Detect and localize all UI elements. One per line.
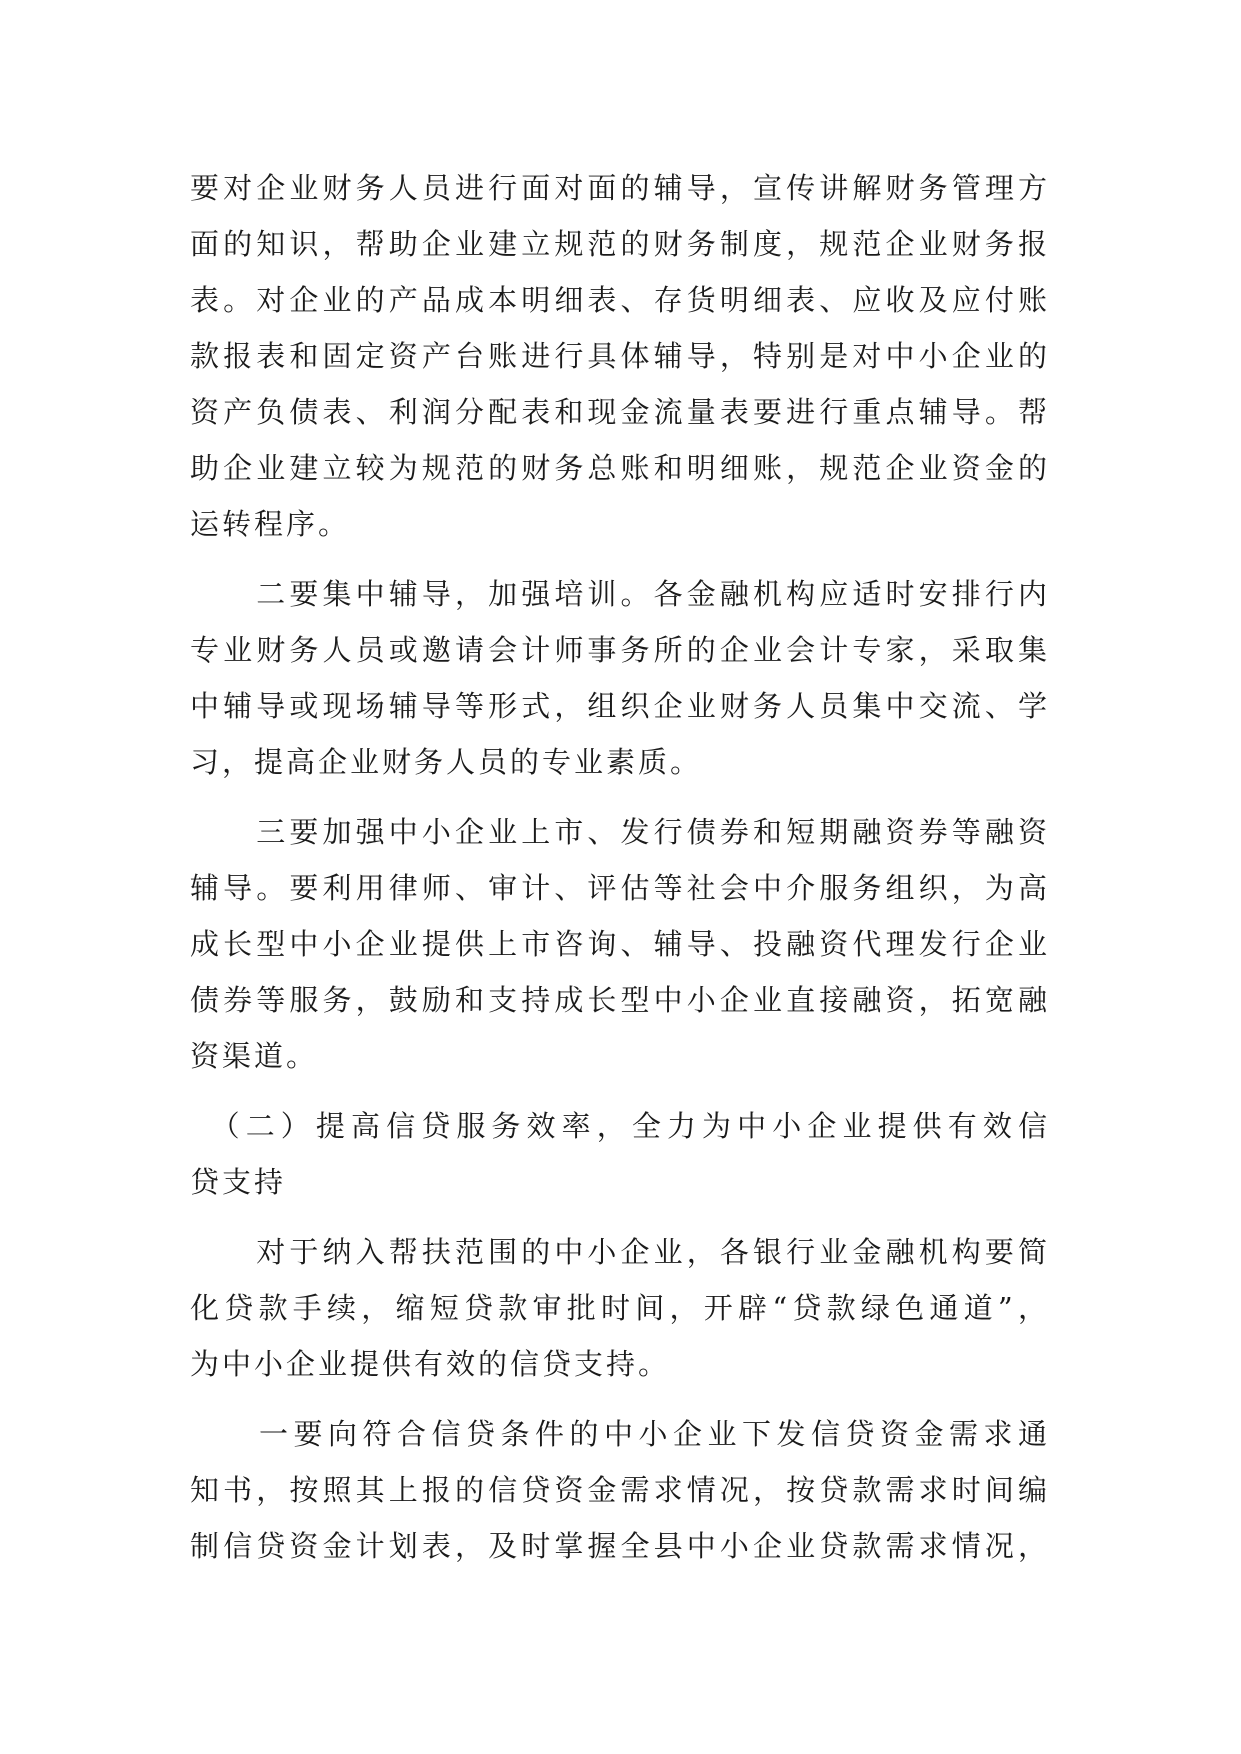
text-line: 表。对企业的产品成本明细表、存货明细表、应收及应付账 (190, 283, 1050, 317)
text-line: 中辅导或现场辅导等形式，组织企业财务人员集中交流、学 (190, 689, 1050, 723)
text-line: 二要集中辅导，加强培训。各金融机构应适时安排行内 (190, 577, 1050, 611)
paragraph-4 (190, 1224, 1050, 1392)
text-line: 知书，按照其上报的信贷资金需求情况，按贷款需求时间编 (190, 1473, 1050, 1507)
text-line: 面的知识，帮助企业建立规范的财务制度，规范企业财务报 (190, 227, 1050, 261)
text-line: 运转程序。 (190, 507, 351, 541)
text-line: 资产负债表、利润分配表和现金流量表要进行重点辅导。帮 (190, 395, 1050, 429)
paragraph-2 (190, 566, 1050, 790)
text-line: 专业财务人员或邀请会计师事务所的企业会计专家，采取集 (190, 633, 1050, 667)
text-line: 资渠道。 (190, 1039, 319, 1073)
heading-line: 贷支持 (190, 1165, 287, 1199)
text-line: 债券等服务，鼓励和支持成长型中小企业直接融资，拓宽融 (190, 983, 1050, 1017)
paragraph-3 (190, 804, 1050, 1084)
text-line: 辅导。要利用律师、审计、评估等社会中介服务组织，为高 (190, 871, 1050, 905)
text-line: 一要向符合信贷条件的中小企业下发信贷资金需求通 (190, 1417, 1050, 1451)
text-line: 习，提高企业财务人员的专业素质。 (190, 745, 703, 779)
text-line: 制信贷资金计划表，及时掌握全县中小企业贷款需求情况， (190, 1529, 1050, 1563)
text-line: 要对企业财务人员进行面对面的辅导，宣传讲解财务管理方 (190, 171, 1050, 205)
paragraph-5 (190, 1406, 1050, 1574)
heading-line: （二）提高信贷服务效率，全力为中小企业提供有效信 (190, 1109, 1050, 1143)
section-heading (190, 1098, 1050, 1210)
text-line: 款报表和固定资产台账进行具体辅导，特别是对中小企业的 (190, 339, 1050, 373)
document-body (190, 160, 1050, 1574)
text-line: 助企业建立较为规范的财务总账和明细账，规范企业资金的 (190, 451, 1050, 485)
text-line: 成长型中小企业提供上市咨询、辅导、投融资代理发行企业 (190, 927, 1050, 961)
paragraph-1 (190, 160, 1050, 552)
text-line: 对于纳入帮扶范围的中小企业，各银行业金融机构要简 (190, 1235, 1050, 1269)
text-line: 三要加强中小企业上市、发行债券和短期融资券等融资 (190, 815, 1050, 849)
text-line: 为中小企业提供有效的信贷支持。 (190, 1347, 671, 1381)
text-line: 化贷款手续，缩短贷款审批时间，开辟“贷款绿色通道”， (190, 1291, 1050, 1325)
